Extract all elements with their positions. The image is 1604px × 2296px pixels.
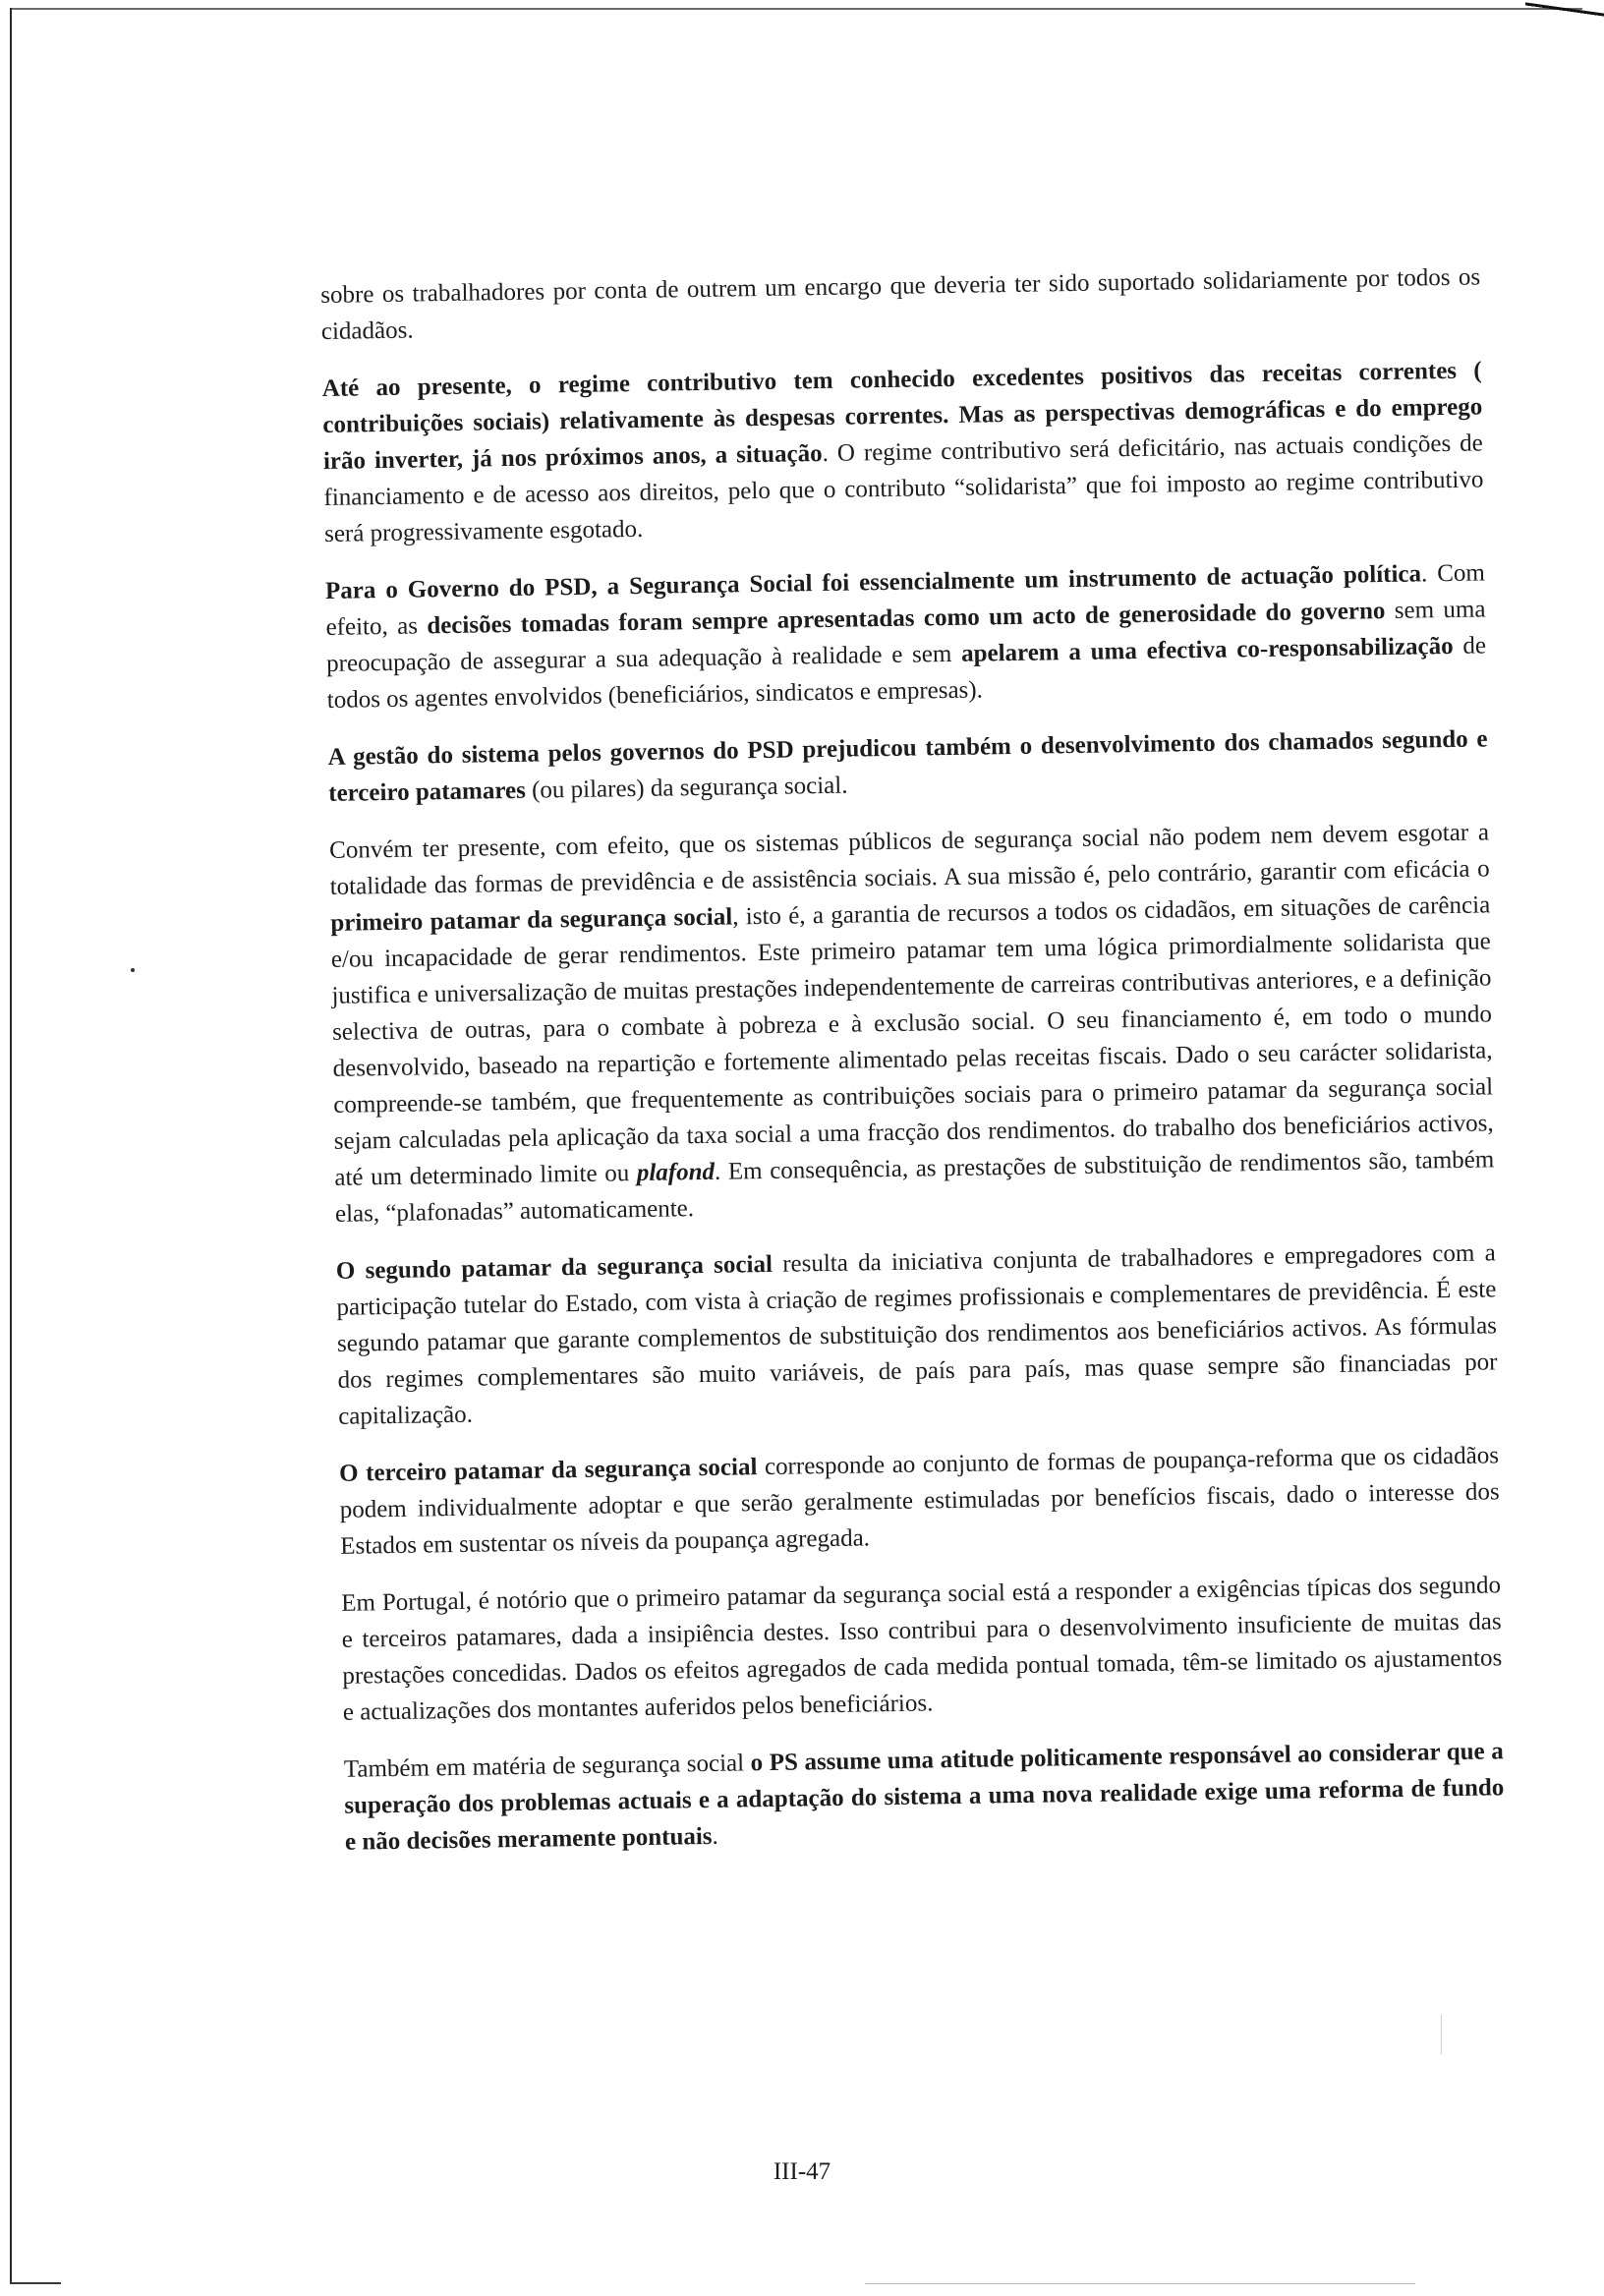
paragraph: [325, 554, 1487, 718]
text-run: Convém ter presente, com efeito, que os sistemas públicos de segurança social não podem nem devem esgotar a totalidade das formas de previdência e de assistência sociais. A sua missão é, pelo contrário, garantir com eficácia o: [328, 819, 1490, 900]
text-run: Em Portugal, é notório que o primeiro patamar da segurança social está a responder a exigências típicas dos segundo e terceiros patamares, dada a insipiência destes. Isso contribui para o desenvolvimento insuficiente de muitas das prestações concedidas. Dados os efeitos agregados de cada medida pontual tomada, têm-se limitado os ajustamentos e actualizações dos montantes auferidos pelos beneficiários.: [340, 1572, 1503, 1726]
paragraph: [327, 720, 1488, 812]
paragraph: [329, 814, 1495, 1232]
text-run: . Em consequência, as prestações de substituição de rendimentos são, também elas, “plafonadas” automaticamente.: [334, 1146, 1495, 1228]
scan-border-bottom-left: [10, 2282, 61, 2284]
text-run: Também em matéria de segurança social: [343, 1750, 751, 1783]
scan-faint-line: [1441, 2015, 1442, 2054]
paragraph: [339, 1437, 1501, 1565]
scan-border-left: [10, 8, 12, 2284]
paragraph: [320, 258, 1481, 350]
page-number: III-47: [773, 2158, 831, 2185]
text-run: de todos os agentes envolvidos (beneficiários, sindicatos e empresas).: [326, 632, 1487, 714]
document-body: [320, 258, 1505, 1880]
scan-border-top: [10, 8, 1582, 10]
text-run: resulta da iniciativa conjunta de trabalhadores e empregadores com a participação tutelar do Estado, com vista à criação de regimes profissionais e complementares de previdência. É este segundo patamar que garante complementos de substituição dos rendimentos aos beneficiários activos. As fórmulas dos regimes complementares são muito variáveis, de país para país, mas quase sempre são financiadas por capitalização.: [336, 1239, 1498, 1430]
bold-text: Para o Governo do PSD, a Segurança Social foi essencialmente um instrumento de actuação política: [324, 560, 1422, 604]
text-run: (ou pilares) da segurança social.: [525, 772, 848, 804]
text-run: sobre os trabalhadores por conta de outrem um encargo que deveria ter sido suportado solidariamente por todos os cidadãos.: [320, 263, 1481, 345]
text-run: sem uma preocupação de assegurar a sua adequação à realidade e sem: [325, 596, 1486, 677]
paragraph: [341, 1567, 1503, 1731]
text-run: .: [712, 1822, 719, 1850]
scan-border-bottom: [865, 2283, 1415, 2284]
paragraph: [321, 352, 1484, 552]
text-run: . O regime contributivo será deficitário, nas actuais condições de financiamento e de acesso aos direitos, pelo que o contributo “solidarista” que foi imposto ao regime contributivo será progressivamente esgotado.: [323, 430, 1484, 547]
text-run: . Com efeito, as: [325, 559, 1486, 641]
bold-text: A gestão do sistema pelos governos do PSD prejudicou também o desenvolvimento dos chamados segundo e terceiro patamares: [327, 725, 1488, 807]
bold-text: O terceiro patamar da segurança social: [338, 1454, 758, 1487]
bold-text: o PS assume uma atitude politicamente responsável ao considerar que a superação dos problemas actuais e a adaptação do sistema a uma nova realidade exige uma reforma de fundo e não decisões meramente pontuais: [344, 1738, 1505, 1856]
bold-text: apelarem a uma efectiva co-responsabilização: [960, 632, 1454, 667]
emphasis-text: plafond: [636, 1158, 716, 1187]
text-run: , isto é, a garantia de recursos a todos os cidadãos, em situações de carência e/ou incapacidade de gerar rendimentos. Este primeiro patamar tem uma lógica primordialmente solidarista que justifica e universalização de muitas prestações independentemente de carreiras contributivas anteriores, e a definição selectiva de outras, para o combate à pobreza e à exclusão social. O seu financiamento é, em todo o mundo desenvolvido, baseado na repartição e fortemente alimentado pelas receitas fiscais. Dado o seu carácter solidarista, compreende-se também, que frequentemente as contribuições sociais para o primeiro patamar da segurança social sejam calculadas pela aplicação da taxa social a uma fracção dos rendimentos. do trabalho dos beneficiários activos, até um determinado limite ou: [330, 891, 1494, 1191]
paragraph: [336, 1234, 1499, 1435]
scan-speck: [131, 968, 135, 972]
paragraph: [344, 1733, 1506, 1861]
bold-text: [637, 1159, 716, 1186]
bold-text: O segundo patamar da segurança social: [335, 1250, 773, 1285]
bold-text: decisões tomadas foram sempre apresentadas como um acto de generosidade do governo: [427, 598, 1386, 640]
bold-text: Até ao presente, o regime contributivo tem conhecido excedentes positivos das receitas correntes ( contribuições sociais) relativamente às despesas correntes. Mas as perspectivas demográficas e do emprego irão inverter, já nos próximos anos, a situação: [321, 357, 1483, 475]
text-run: corresponde ao conjunto de formas de poupança-reforma que os cidadãos podem individualmente adoptar e que serão geralmente estimuladas por benefícios fiscais, dado o interesse dos Estados em sustentar os níveis da poupança agregada.: [339, 1442, 1500, 1560]
scan-corner-mark: [1525, 2, 1604, 23]
bold-text: primeiro patamar da segurança social: [330, 903, 733, 937]
